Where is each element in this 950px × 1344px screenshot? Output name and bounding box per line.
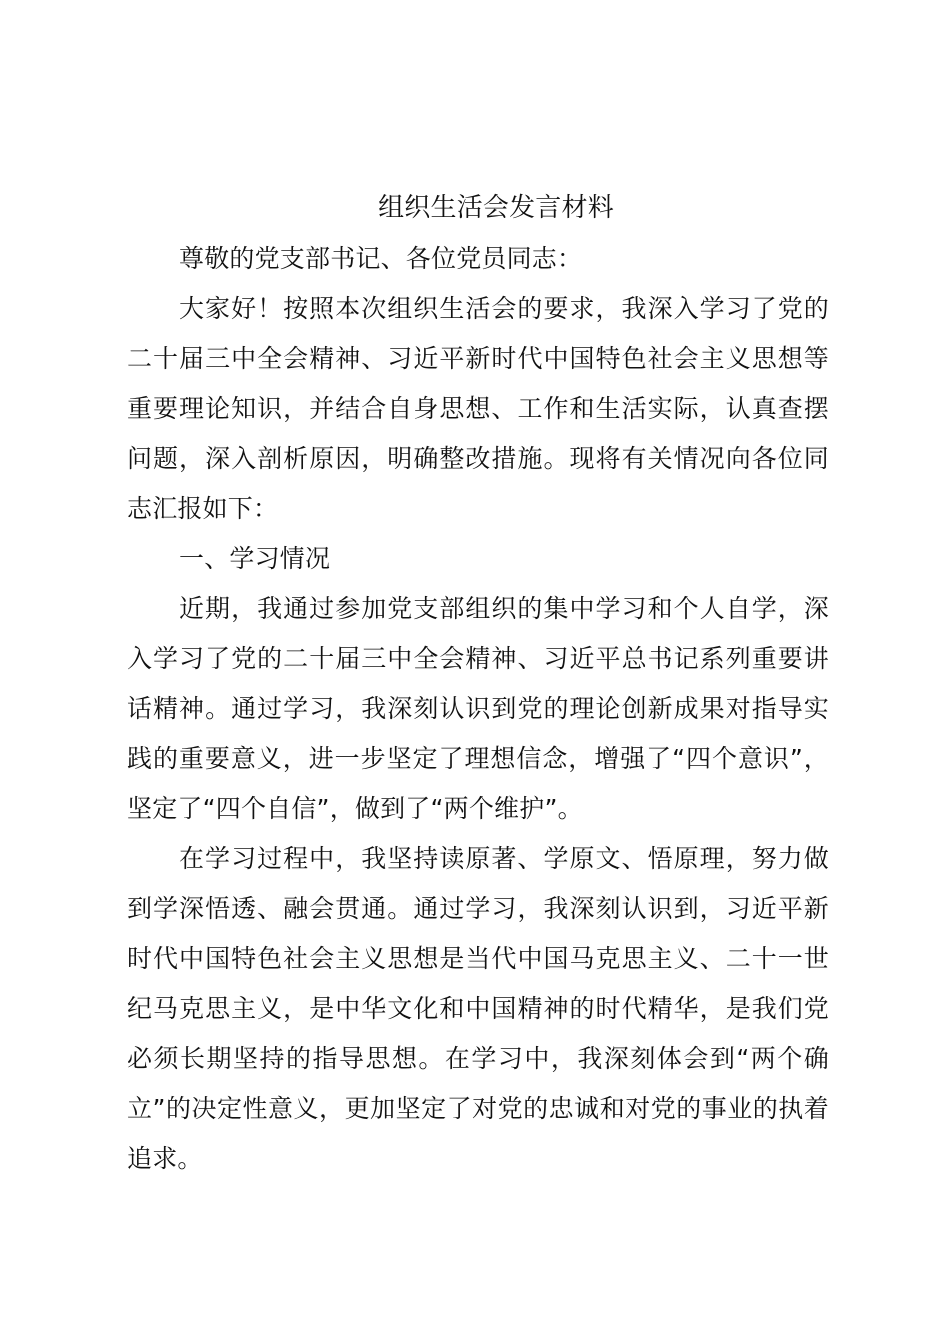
- salutation: 尊敬的党支部书记、各位党员同志：: [179, 244, 583, 273]
- document-body: [127, 188, 829, 1184]
- section-heading-study: 一、学习情况: [179, 544, 331, 573]
- document-title: 组织生活会发言材料: [378, 193, 614, 223]
- paragraph-study-2: 在学习过程中，我坚持读原著、学原文、悟原理，努力做到学深悟透、融会贯通。通过学习，我深刻认识到，习近平新时代中国特色社会主义思想是当代中国马克思主义、二十一世纪马克思主义，是中华文化和中国精神的时代精华，是我们党必须长期坚持的指导思想。在学习中，我深刻体会到“两个确立”的决定性意义，更加坚定了对党的忠诚和对党的事业的执着追求。: [127, 844, 829, 1173]
- paragraph-intro: 大家好！按照本次组织生活会的要求，我深入学习了党的二十届三中全会精神、习近平新时代中国特色社会主义思想等重要理论知识，并结合自身思想、工作和生活实际，认真查摆问题，深入剖析原因，明确整改措施。现将有关情况向各位同志汇报如下：: [127, 294, 829, 523]
- paragraph-study-1: 近期，我通过参加党支部组织的集中学习和个人自学，深入学习了党的二十届三中全会精神、习近平总书记系列重要讲话精神。通过学习，我深刻认识到党的理论创新成果对指导实践的重要意义，进一步坚定了理想信念，增强了“四个意识”，坚定了“四个自信”，做到了“两个维护”。: [127, 594, 829, 823]
